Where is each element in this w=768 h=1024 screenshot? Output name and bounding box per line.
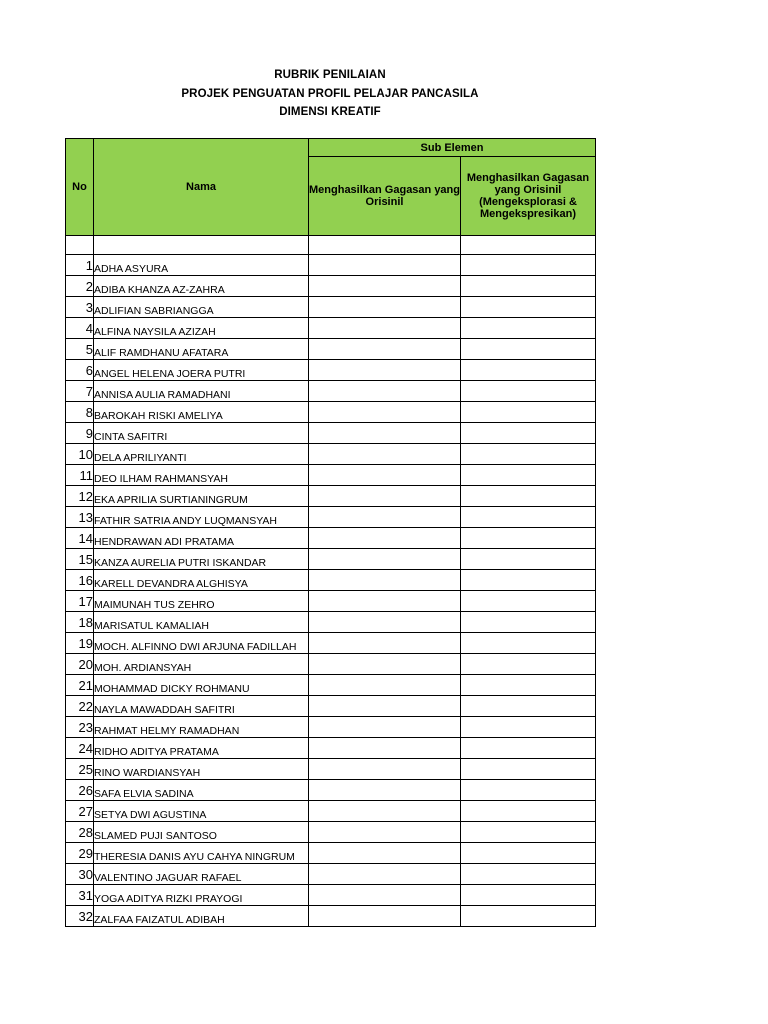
score-cell-2[interactable] — [461, 633, 596, 654]
student-name: ZALFAA FAIZATUL ADIBAH — [94, 906, 309, 927]
score-cell-2[interactable] — [461, 717, 596, 738]
score-cell-2[interactable] — [461, 507, 596, 528]
student-name: MAIMUNAH TUS ZEHRO — [94, 591, 309, 612]
table-row — [66, 696, 596, 717]
table-row — [66, 381, 596, 402]
column-header-name: Nama — [94, 139, 309, 236]
score-cell-1[interactable] — [309, 423, 461, 444]
table-row — [66, 843, 596, 864]
score-cell-1[interactable] — [309, 738, 461, 759]
row-number: 6 — [66, 360, 94, 381]
score-cell-2[interactable] — [461, 843, 596, 864]
student-name: SAFA ELVIA SADINA — [94, 780, 309, 801]
score-cell-2[interactable] — [461, 696, 596, 717]
title-line-3: DIMENSI KREATIF — [279, 106, 381, 118]
table-row — [66, 465, 596, 486]
student-name: KARELL DEVANDRA ALGHISYA — [94, 570, 309, 591]
score-cell-2[interactable] — [461, 906, 596, 927]
score-cell-1[interactable] — [309, 486, 461, 507]
table-row — [66, 654, 596, 675]
score-cell-2[interactable] — [461, 318, 596, 339]
score-cell-1[interactable] — [309, 717, 461, 738]
table-row — [66, 444, 596, 465]
score-cell-2[interactable] — [461, 381, 596, 402]
title-line-2: PROJEK PENGUATAN PROFIL PELAJAR PANCASILA — [181, 87, 479, 100]
score-cell-1[interactable] — [309, 675, 461, 696]
student-name: SETYA DWI AGUSTINA — [94, 801, 309, 822]
table-row — [66, 570, 596, 591]
row-number: 19 — [66, 633, 94, 654]
score-cell-2[interactable] — [461, 612, 596, 633]
score-cell-1[interactable] — [309, 402, 461, 423]
row-number: 13 — [66, 507, 94, 528]
row-number: 3 — [66, 297, 94, 318]
score-cell-2[interactable] — [461, 276, 596, 297]
row-number: 9 — [66, 423, 94, 444]
score-cell-2[interactable] — [461, 864, 596, 885]
table-row — [66, 864, 596, 885]
student-name: NAYLA MAWADDAH SAFITRI — [94, 696, 309, 717]
score-cell-1[interactable] — [309, 612, 461, 633]
table-row — [66, 402, 596, 423]
table-row — [66, 423, 596, 444]
score-cell-2[interactable] — [461, 738, 596, 759]
row-number: 30 — [66, 864, 94, 885]
table-row — [66, 360, 596, 381]
score-cell-1[interactable] — [309, 801, 461, 822]
table-row — [66, 822, 596, 843]
student-name: BAROKAH RISKI AMELIYA — [94, 402, 309, 423]
score-cell-2[interactable] — [461, 360, 596, 381]
score-cell-2[interactable] — [461, 570, 596, 591]
table-row — [66, 738, 596, 759]
score-cell-2[interactable] — [461, 339, 596, 360]
score-cell-2[interactable] — [461, 759, 596, 780]
student-name: KANZA AURELIA PUTRI ISKANDAR — [94, 549, 309, 570]
table-row — [66, 633, 596, 654]
score-cell-1[interactable] — [309, 339, 461, 360]
student-name: MOH. ARDIANSYAH — [94, 654, 309, 675]
student-name: DELA APRILIYANTI — [94, 444, 309, 465]
student-name: CINTA SAFITRI — [94, 423, 309, 444]
table-row — [66, 297, 596, 318]
student-name: DEO ILHAM RAHMANSYAH — [94, 465, 309, 486]
row-number: 4 — [66, 318, 94, 339]
rubric-table — [65, 138, 596, 927]
score-cell-2[interactable] — [461, 675, 596, 696]
table-row — [66, 339, 596, 360]
score-cell-1[interactable] — [309, 906, 461, 927]
column-header-sub-elemen: Sub Elemen — [309, 139, 596, 157]
student-name: ANNISA AULIA RAMADHANI — [94, 381, 309, 402]
score-cell-1[interactable] — [309, 822, 461, 843]
score-cell-1[interactable] — [309, 633, 461, 654]
row-number: 14 — [66, 528, 94, 549]
score-cell-1[interactable] — [309, 318, 461, 339]
score-cell-1[interactable] — [309, 255, 461, 276]
score-cell-2[interactable] — [461, 528, 596, 549]
score-cell-1[interactable] — [309, 549, 461, 570]
row-number: 10 — [66, 444, 94, 465]
row-number: 27 — [66, 801, 94, 822]
student-name: ALFINA NAYSILA AZIZAH — [94, 318, 309, 339]
student-name: ALIF RAMDHANU AFATARA — [94, 339, 309, 360]
document-title-block — [0, 66, 660, 122]
score-cell-1[interactable] — [309, 780, 461, 801]
score-cell-2[interactable] — [461, 780, 596, 801]
score-cell-2[interactable] — [461, 486, 596, 507]
score-cell-2[interactable] — [461, 801, 596, 822]
row-number: 7 — [66, 381, 94, 402]
table-row — [66, 885, 596, 906]
row-number: 12 — [66, 486, 94, 507]
student-name: THERESIA DANIS AYU CAHYA NINGRUM — [94, 843, 309, 864]
row-number: 5 — [66, 339, 94, 360]
spacer-row — [66, 236, 596, 255]
table-row — [66, 780, 596, 801]
student-name: VALENTINO JAGUAR RAFAEL — [94, 864, 309, 885]
table-row — [66, 591, 596, 612]
row-number: 20 — [66, 654, 94, 675]
score-cell-2[interactable] — [461, 444, 596, 465]
row-number: 8 — [66, 402, 94, 423]
row-number: 22 — [66, 696, 94, 717]
table-row — [66, 507, 596, 528]
table-row — [66, 801, 596, 822]
score-cell-2[interactable] — [461, 885, 596, 906]
row-number: 32 — [66, 906, 94, 927]
score-cell-2[interactable] — [461, 402, 596, 423]
row-number: 24 — [66, 738, 94, 759]
score-cell-1[interactable] — [309, 864, 461, 885]
student-name: MOHAMMAD DICKY ROHMANU — [94, 675, 309, 696]
table-row — [66, 276, 596, 297]
score-cell-2[interactable] — [461, 465, 596, 486]
row-number: 28 — [66, 822, 94, 843]
table-row — [66, 318, 596, 339]
table-row — [66, 528, 596, 549]
row-number: 25 — [66, 759, 94, 780]
student-name: ADHA ASYURA — [94, 255, 309, 276]
table-row — [66, 675, 596, 696]
table-row — [66, 717, 596, 738]
row-number: 21 — [66, 675, 94, 696]
score-cell-2[interactable] — [461, 549, 596, 570]
column-header-sub-2: Menghasilkan Gagasan yang Orisinil (Mengeksplorasi & Mengekspresikan) — [461, 157, 596, 236]
title-line-1: RUBRIK PENILAIAN — [274, 69, 386, 81]
student-name: HENDRAWAN ADI PRATAMA — [94, 528, 309, 549]
row-number: 23 — [66, 717, 94, 738]
score-cell-1[interactable] — [309, 843, 461, 864]
row-number: 15 — [66, 549, 94, 570]
score-cell-1[interactable] — [309, 696, 461, 717]
table-row — [66, 549, 596, 570]
score-cell-2[interactable] — [461, 822, 596, 843]
row-number: 2 — [66, 276, 94, 297]
score-cell-1[interactable] — [309, 591, 461, 612]
student-name: RIDHO ADITYA PRATAMA — [94, 738, 309, 759]
student-name: ADIBA KHANZA AZ-ZAHRA — [94, 276, 309, 297]
table-row — [66, 906, 596, 927]
score-cell-2[interactable] — [461, 255, 596, 276]
student-name: FATHIR SATRIA ANDY LUQMANSYAH — [94, 507, 309, 528]
score-cell-1[interactable] — [309, 276, 461, 297]
score-cell-1[interactable] — [309, 759, 461, 780]
row-number: 11 — [66, 465, 94, 486]
score-cell-2[interactable] — [461, 591, 596, 612]
student-name: ADLIFIAN SABRIANGGA — [94, 297, 309, 318]
student-name: RINO WARDIANSYAH — [94, 759, 309, 780]
row-number: 1 — [66, 255, 94, 276]
row-number: 18 — [66, 612, 94, 633]
student-name: MARISATUL KAMALIAH — [94, 612, 309, 633]
score-cell-1[interactable] — [309, 360, 461, 381]
student-name: EKA APRILIA SURTIANINGRUM — [94, 486, 309, 507]
score-cell-1[interactable] — [309, 444, 461, 465]
student-name: RAHMAT HELMY RAMADHAN — [94, 717, 309, 738]
column-header-sub-1: Menghasilkan Gagasan yang Orisinil — [309, 157, 461, 236]
score-cell-1[interactable] — [309, 381, 461, 402]
row-number: 26 — [66, 780, 94, 801]
table-row — [66, 486, 596, 507]
score-cell-1[interactable] — [309, 297, 461, 318]
score-cell-2[interactable] — [461, 654, 596, 675]
score-cell-1[interactable] — [309, 654, 461, 675]
row-number: 29 — [66, 843, 94, 864]
student-name: MOCH. ALFINNO DWI ARJUNA FADILLAH — [94, 633, 309, 654]
row-number: 31 — [66, 885, 94, 906]
score-cell-1[interactable] — [309, 507, 461, 528]
row-number: 16 — [66, 570, 94, 591]
score-cell-1[interactable] — [309, 465, 461, 486]
score-cell-2[interactable] — [461, 297, 596, 318]
student-name: ANGEL HELENA JOERA PUTRI — [94, 360, 309, 381]
score-cell-1[interactable] — [309, 885, 461, 906]
score-cell-1[interactable] — [309, 570, 461, 591]
table-row — [66, 255, 596, 276]
table-row — [66, 759, 596, 780]
student-name: YOGA ADITYA RIZKI PRAYOGI — [94, 885, 309, 906]
table-row — [66, 612, 596, 633]
student-name: SLAMED PUJI SANTOSO — [94, 822, 309, 843]
score-cell-1[interactable] — [309, 528, 461, 549]
column-header-no: No — [66, 139, 94, 236]
row-number: 17 — [66, 591, 94, 612]
score-cell-2[interactable] — [461, 423, 596, 444]
